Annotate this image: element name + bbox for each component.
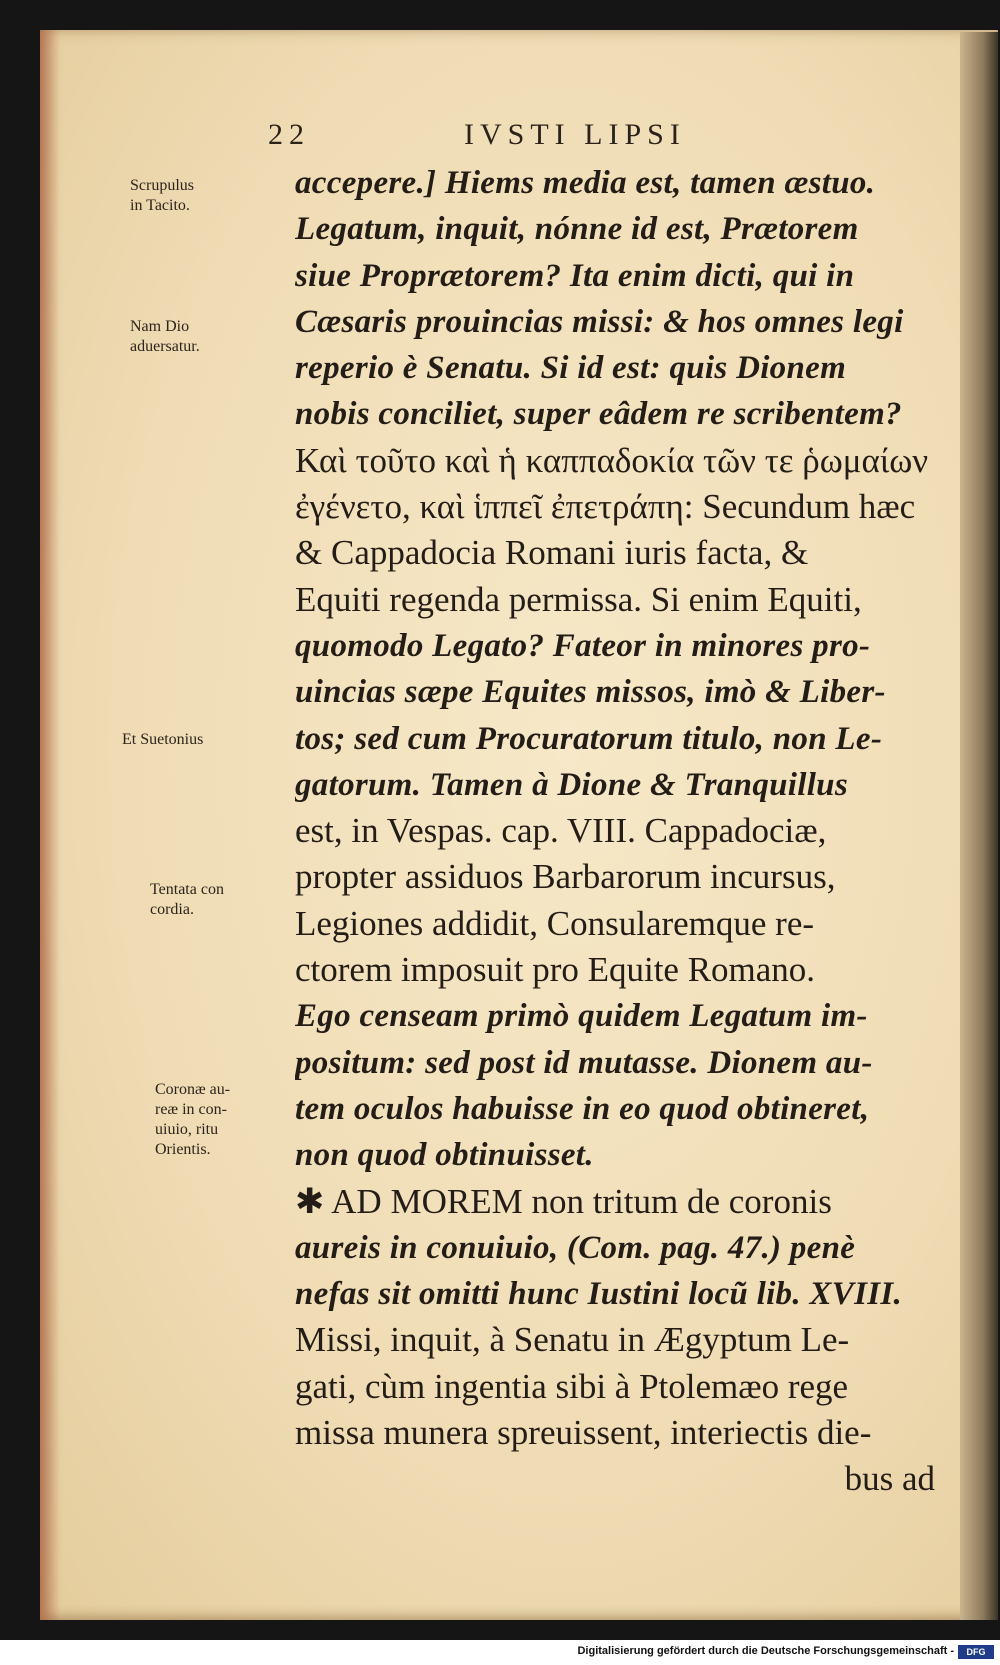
text-line: quomodo Legato? Fateor in minores pro- — [295, 627, 871, 664]
text-line: tos; sed cum Procuratorum titulo, non Le- — [295, 720, 883, 757]
text-line: reperio è Senatu. Si id est: quis Dionem — [295, 350, 847, 387]
spine-shadow — [40, 30, 60, 1620]
margin-note: Et Suetonius — [122, 731, 204, 748]
running-title: IVSTI LIPSI — [464, 118, 686, 151]
margin-note: Nam Dio aduersatur. — [130, 318, 200, 355]
text-line: propter assiduos Barbarorum incursus, — [295, 857, 836, 897]
text-line: Legatum, inquit, nónne id est, Prætorem — [295, 211, 859, 248]
text-line: accepere.] Hiems media est, tamen æstuo. — [295, 165, 876, 201]
margin-note: Coronæ au- reæ in con- uiuio, ritu Orientis. — [155, 1081, 231, 1158]
text-line: siue Proprætorem? Ita enim dicti, qui in — [295, 257, 855, 294]
text-line: non quod obtinuisset. — [295, 1137, 594, 1174]
margin-note: Scrupulus in Tacito. — [130, 177, 194, 214]
text-line: ctorem imposuit pro Equite Romano. — [295, 950, 816, 990]
text-line: & Cappadocia Romani iuris facta, & — [295, 533, 809, 573]
text-line: aureis in conuiuio, (Com. pag. 47.) penè — [295, 1229, 856, 1266]
dfg-logo: DFG — [958, 1645, 994, 1659]
text-line: Ego censeam primò quidem Legatum im- — [295, 998, 868, 1035]
text-line: positum: sed post id mutasse. Dionem au- — [295, 1044, 873, 1081]
text-line: gati, cùm ingentia sibi à Ptolemæo rege — [295, 1366, 849, 1406]
text-line: ✱ AD MOREM non tritum de coronis — [295, 1181, 832, 1221]
text-line: bus ad — [844, 1459, 935, 1499]
page-number: 22 — [268, 118, 310, 151]
digitization-credit: Digitalisierung gefördert durch die Deutsche Forschungsgemeinschaft - — [577, 1645, 954, 1657]
text-line: uincias sæpe Equites missos, imò & Liber- — [295, 674, 886, 711]
text-line: nobis conciliet, super eâdem re scribentem? — [295, 396, 902, 433]
text-line: ἐγένετο, καὶ ἱππεῖ ἐπετράπη: Secundum hæc — [295, 487, 916, 527]
text-line: tem oculos habuisse in eo quod obtineret, — [295, 1090, 870, 1127]
text-line: Equiti regenda permissa. Si enim Equiti, — [295, 579, 862, 619]
text-line: Missi, inquit, à Senatu in Ægyptum Le- — [295, 1320, 850, 1360]
text-line: gatorum. Tamen à Dione & Tranquillus — [295, 766, 848, 803]
body-text — [295, 160, 935, 1503]
margin-note: Tentata con cordia. — [150, 881, 224, 918]
page-edge — [960, 32, 998, 1620]
text-line: missa munera spreuissent, interiectis die- — [295, 1413, 872, 1453]
text-line: Legiones addidit, Consularemque re- — [295, 903, 815, 943]
text-line: Καὶ τοῦτο καὶ ἡ καππαδοκία τῶν τε ῥωμαίων — [295, 440, 929, 480]
book-page — [40, 30, 998, 1620]
text-line: nefas sit omitti hunc Iustini locũ lib. XVIII. — [295, 1276, 903, 1313]
text-line: est, in Vespas. cap. VIII. Cappadociæ, — [295, 811, 827, 851]
text-line: Cæsaris prouincias missi: & hos omnes legi — [295, 303, 904, 340]
